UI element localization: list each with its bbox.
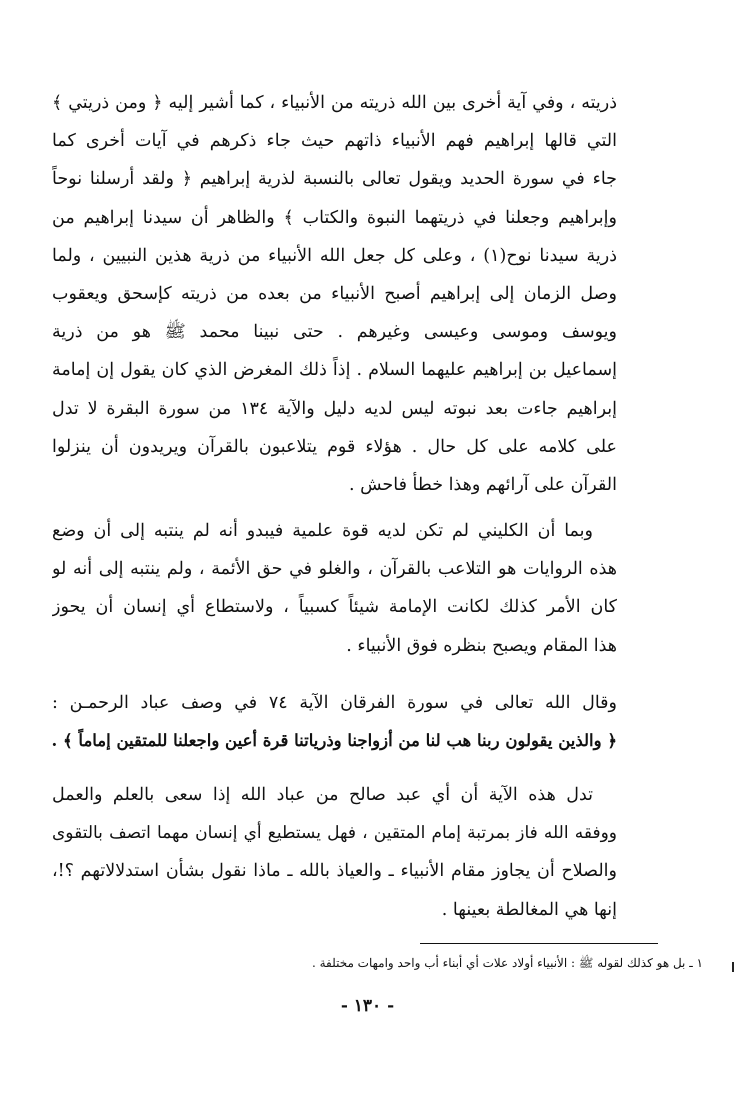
- text-line: كان الأمر كذلك لكانت الإمامة شيئاً كسبياً ، ولاستطاع أي إنسان أن يحوز: [52, 597, 617, 618]
- text-line: هذه الروايات هو التلاعب بالقرآن ، والغلو في حق الأئمة ، ولم ينتبه إلى أنه لو: [52, 559, 617, 580]
- text-line: إبراهيم جاءت بعد نبوته ليس لديه دليل والآية ١٣٤ من سورة البقرة لا تدل: [52, 398, 617, 419]
- text-line: ذريته ، وفي آية أخرى بين الله ذريته من الأنبياء ، كما أشير إليه ﴿ ومن ذريتي ﴾: [52, 93, 617, 113]
- text-line: جاء في سورة الحديد ويقول تعالى بالنسبة لذرية إبراهيم ﴿ ولقد أرسلنا نوحاً: [52, 169, 617, 190]
- text-line: هذا المقام ويصبح بنظره فوق الأنبياء .: [346, 635, 617, 656]
- page-number: - ١٣٠ -: [340, 996, 395, 1016]
- text-line: تدل هذه الآية أن أي عبد صالح من عباد الله إذا سعى بالعلم والعمل: [52, 785, 593, 805]
- text-line: وقال الله تعالى في سورة الفرقان الآية ٧٤ في وصف عباد الرحمـن :: [52, 693, 617, 713]
- text-line: إسماعيل بن إبراهيم عليهما السلام . إذاً ذلك المغرض الذي كان يقول إن إمامة: [52, 360, 617, 381]
- text-line: وبما أن الكليني لم تكن لديه قوة علمية فيبدو أنه لم ينتبه إلى أن وضع: [52, 521, 593, 541]
- quran-verse-line: ﴿ والذين يقولون ربنا هب لنا من أزواجنا وذرياتنا قرة أعين واجعلنا للمتقين إماماً ﴾ .: [52, 731, 617, 751]
- text-line: والصلاح أن يجاوز مقام الأنبياء ـ والعياذ بالله ـ ماذا نقول بشأن استدلالاتهم ؟!،: [52, 861, 617, 882]
- text-line: إنها هي المغالطة بعينها .: [441, 899, 617, 920]
- text-line: وإبراهيم وجعلنا في ذريتهما النبوة والكتاب ﴾ والظاهر أن سيدنا إبراهيم من: [52, 207, 617, 228]
- text-line: ووفقه الله فاز بمرتبة إمام المتقين ، فهل يستطيع أي إنسان مهما اتصف بالتقوى: [52, 823, 617, 844]
- scan-edge-mark: [732, 962, 734, 972]
- paragraph-4: [52, 776, 617, 929]
- text-line: القرآن على آرائهم وهذا خطأ فاحش .: [349, 474, 617, 495]
- text-line: التي قالها إبراهيم فهم الأنبياء ذاتهم حيث جاء ذكرهم في آيات أخرى كما: [52, 131, 617, 152]
- paragraph-2: [52, 512, 617, 665]
- text-line: ويوسف وموسى وعيسى وغيرهم . حتى نبينا محمد ﷺ هو من ذرية: [52, 322, 617, 343]
- paragraph-1: [52, 84, 617, 504]
- footnote-divider: [420, 943, 658, 944]
- text-line: على كلامه على كل حال . هؤلاء قوم يتلاعبون بالقرآن ويريدون أن ينزلوا: [52, 436, 617, 457]
- text-line: وصل الزمان إلى إبراهيم أصبح الأنبياء من بعده من ذريته كإسحق ويعقوب: [52, 283, 617, 304]
- footnote: ١ ـ بل هو كذلك لقوله ﷺ : الأنبياء أولاد علات أي أبناء أب واحد وامهات مختلفة .: [311, 956, 703, 970]
- text-line: ذرية سيدنا نوح(١) ، وعلى كل جعل الله الأنبياء من ذرية هذين النبيين ، ولما: [52, 245, 617, 266]
- paragraph-3: [52, 684, 617, 760]
